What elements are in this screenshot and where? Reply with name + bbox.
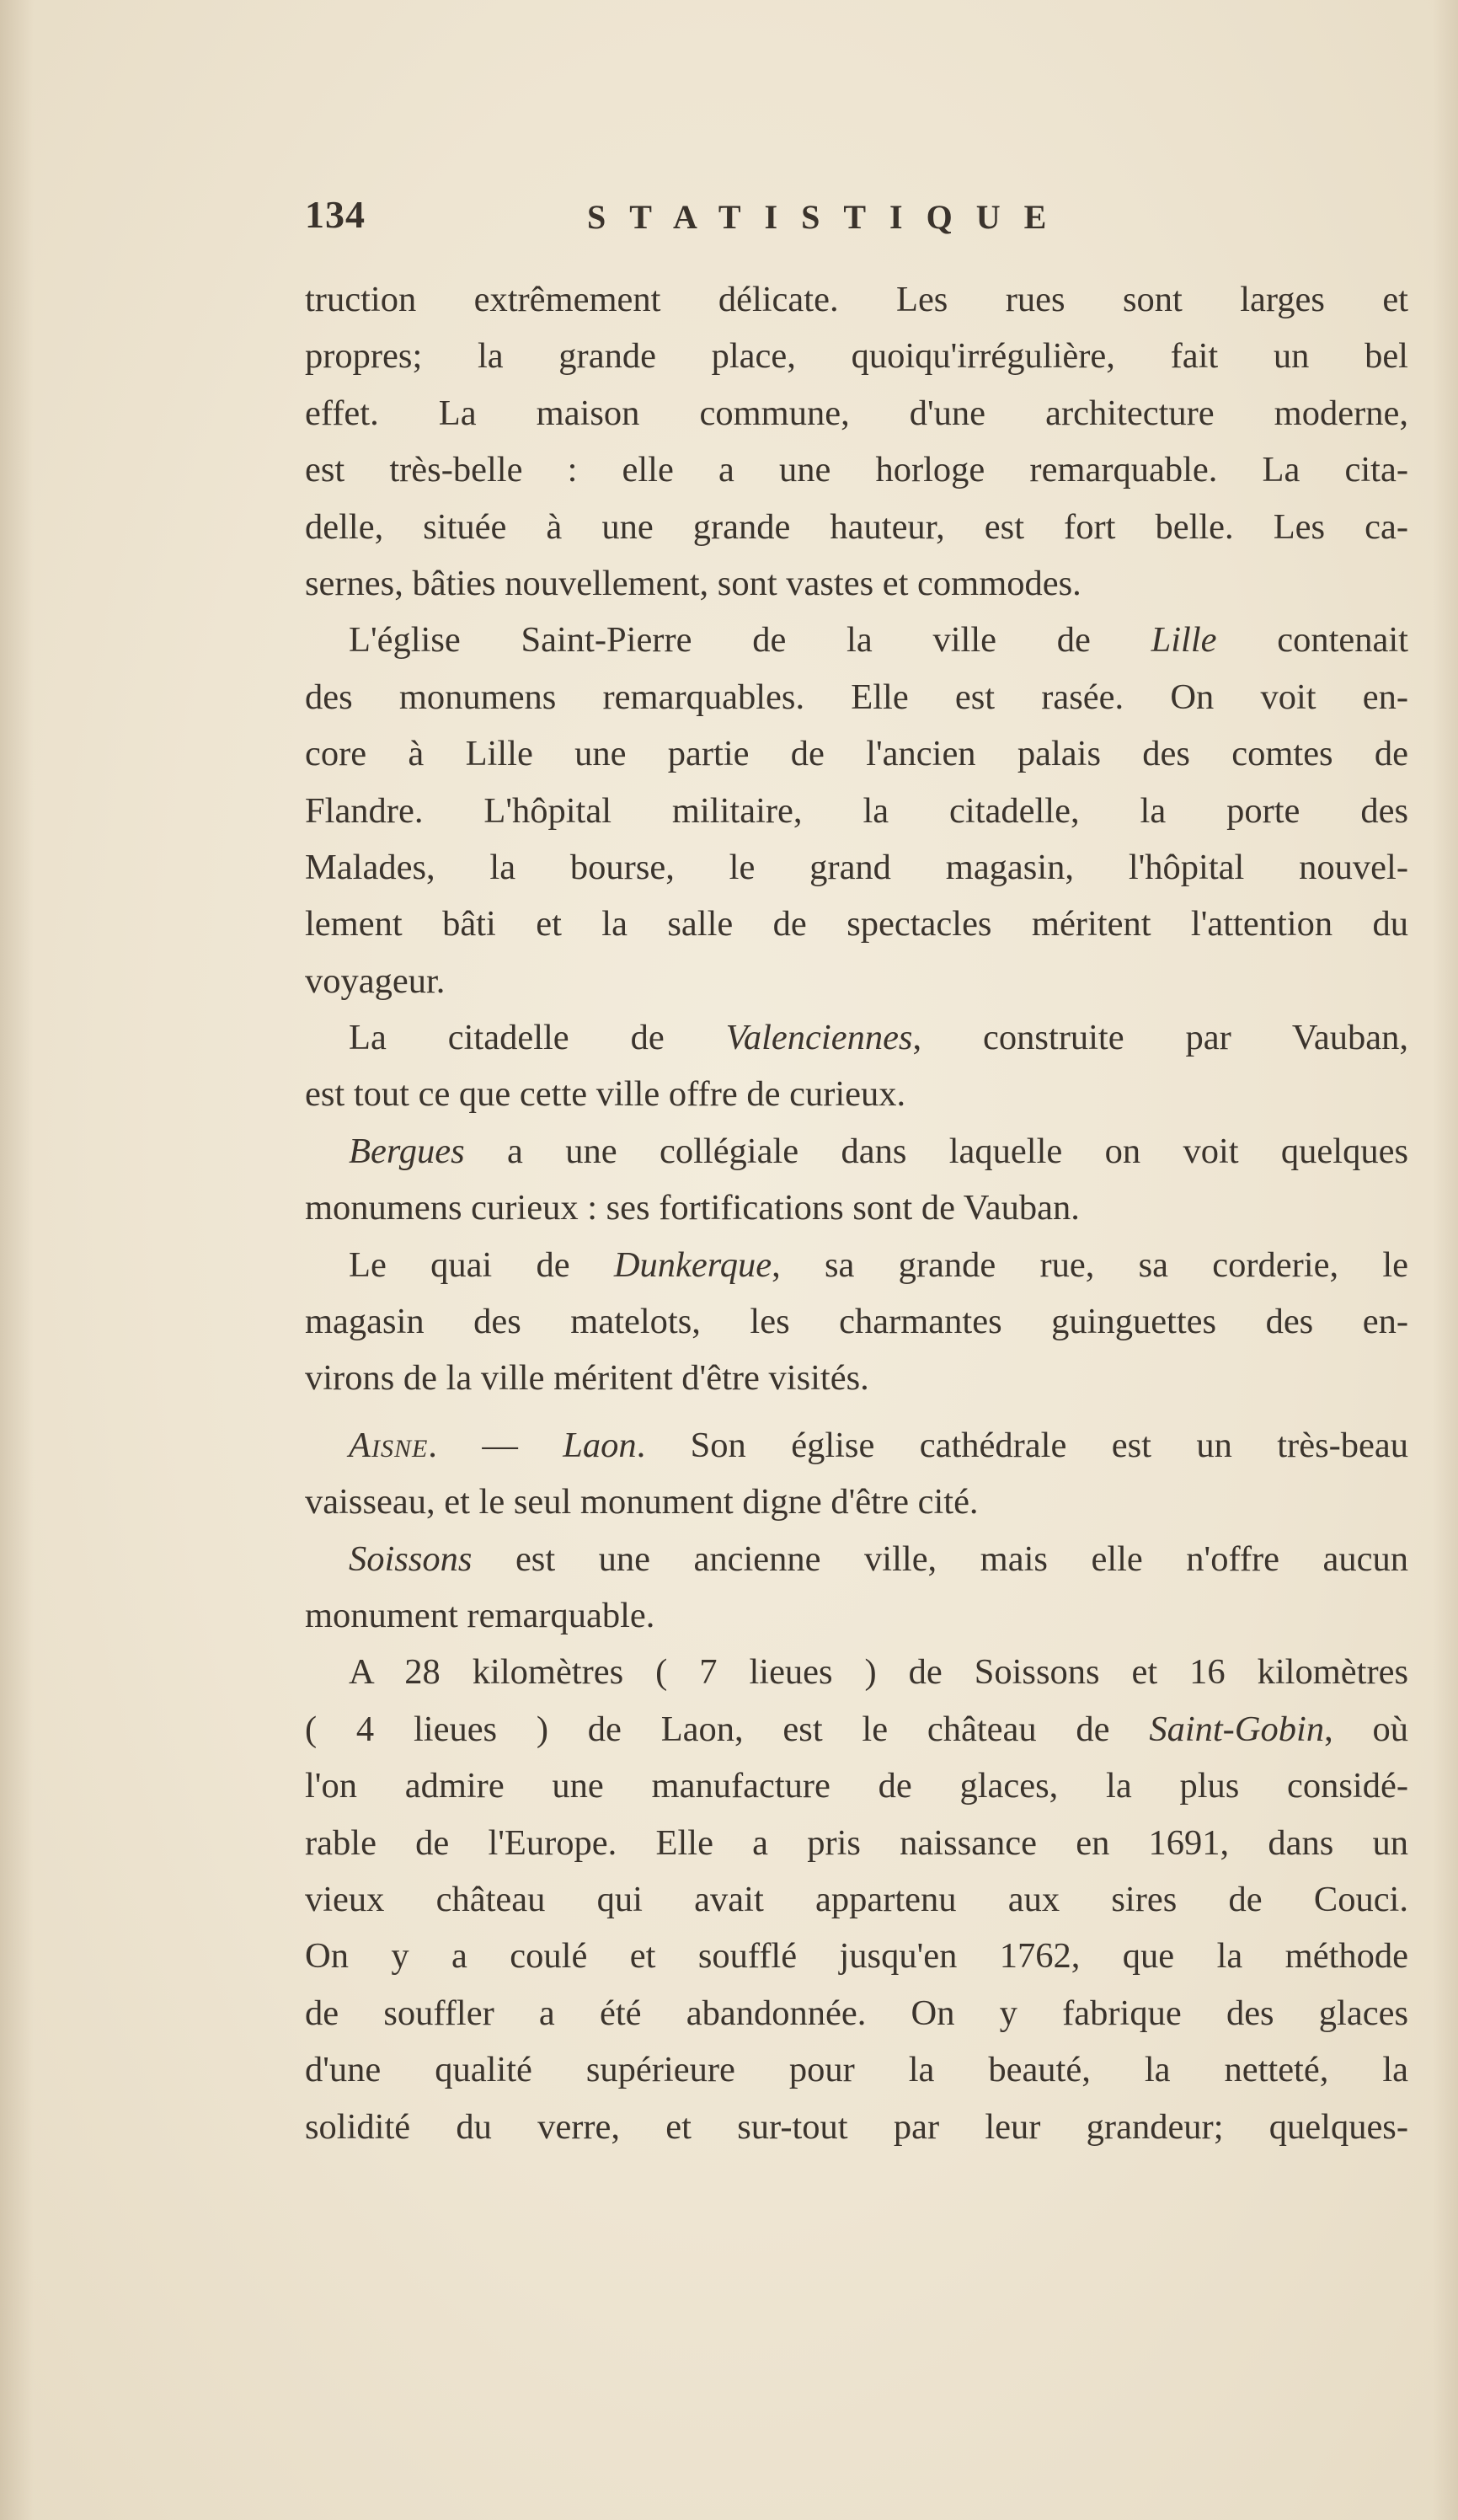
text-segment: contenait <box>1216 620 1408 661</box>
text-line <box>305 1531 1408 1587</box>
place-name-valenciennes: Valenciennes <box>725 1018 913 1058</box>
text-line: voyageur. <box>305 960 446 1001</box>
page-header <box>305 192 1408 251</box>
text-line: vieux château qui avait appartenu aux sires de Couci. <box>305 1879 1408 1919</box>
text-segment: Le quai de <box>349 1244 614 1285</box>
text-line: des monumens remarquables. Elle est rasée. On voit en- <box>305 677 1408 717</box>
text-line: sernes, bâties nouvellement, sont vastes et commodes. <box>305 563 1081 603</box>
place-name-lille: Lille <box>1151 620 1217 661</box>
text-line: core à Lille une partie de l'ancien palais des comtes de <box>305 734 1408 774</box>
text-segment: , construite par Vauban, <box>912 1018 1408 1058</box>
text-segment: La citadelle de <box>349 1018 726 1058</box>
text-line: d'une qualité supérieure pour la beauté, la netteté, la <box>305 2050 1408 2090</box>
text-line: lement bâti et la salle de spectacles méritent l'attention du <box>305 904 1408 944</box>
text-line: On y a coulé et soufflé jusqu'en 1762, que la méthode <box>305 1936 1408 1977</box>
text-line <box>305 1123 1408 1180</box>
department-name-aisne: Aisne <box>349 1425 429 1465</box>
text-line: effet. La maison commune, d'une architecture moderne, <box>305 393 1408 433</box>
text-line <box>305 1701 1408 1758</box>
section-spacer <box>305 1407 1408 1417</box>
text-line: solidité du verre, et sur-tout par leur grandeur; quelques- <box>305 2106 1408 2147</box>
text-line <box>305 1009 1408 1066</box>
text-segment: est une ancienne ville, mais elle n'offre aucun <box>472 1538 1408 1579</box>
text-segment: L'église Saint-Pierre de la ville de <box>349 620 1151 661</box>
text-segment: a une collégiale dans laquelle on voit quelques <box>464 1131 1408 1171</box>
text-line: magasin des matelots, les charmantes guinguettes des en- <box>305 1302 1408 1342</box>
text-line <box>305 1237 1408 1293</box>
text-line: vaisseau, et le seul monument digne d'être cité. <box>305 1482 979 1522</box>
text-line: truction extrêmement délicate. Les rues sont larges et <box>305 280 1408 319</box>
text-line <box>305 1417 1408 1474</box>
text-segment: , sa grande rue, sa corderie, le <box>772 1244 1409 1285</box>
text-segment: . — <box>428 1425 563 1465</box>
text-line: Malades, la bourse, le grand magasin, l'hôpital nouvel- <box>305 847 1408 887</box>
text-line: virons de la ville méritent d'être visités. <box>305 1358 869 1399</box>
text-segment: , où <box>1324 1709 1408 1749</box>
text-line: monumens curieux : ses fortifications sont de Vauban. <box>305 1188 1080 1228</box>
text-line: Flandre. L'hôpital militaire, la citadelle, la porte des <box>305 790 1408 831</box>
place-name-laon: Laon <box>563 1425 637 1465</box>
running-head: STATISTIQUE <box>587 198 1071 236</box>
text-line: rable de l'Europe. Elle a pris naissance en 1691, dans un <box>305 1822 1408 1863</box>
text-line: est tout ce que cette ville offre de curieux. <box>305 1074 906 1115</box>
text-line: monument remarquable. <box>305 1595 655 1635</box>
text-line: de souffler a été abandonnée. On y fabrique des glaces <box>305 1993 1408 2033</box>
text-line <box>305 612 1408 668</box>
place-name-bergues: Bergues <box>349 1131 465 1171</box>
text-line: propres; la grande place, quoiqu'irrégulière, fait un bel <box>305 336 1408 377</box>
text-line: delle, située à une grande hauteur, est fort belle. Les ca- <box>305 506 1408 547</box>
text-segment: ( 4 lieues ) de Laon, est le château de <box>305 1709 1150 1749</box>
text-segment: . Son église cathédrale est un très-beau <box>636 1425 1408 1465</box>
text-line: A 28 kilomètres ( 7 lieues ) de Soissons et 16 kilomètres <box>349 1652 1408 1693</box>
page-number: 134 <box>305 193 366 236</box>
body-text <box>305 271 1408 2155</box>
text-line: l'on admire une manufacture de glaces, la plus considé- <box>305 1766 1408 1806</box>
place-name-saint-gobin: Saint-Gobin <box>1149 1709 1325 1749</box>
place-name-dunkerque: Dunkerque <box>613 1244 772 1285</box>
place-name-soissons: Soissons <box>349 1538 473 1579</box>
text-line: est très-belle : elle a une horloge remarquable. La cita- <box>305 450 1408 490</box>
